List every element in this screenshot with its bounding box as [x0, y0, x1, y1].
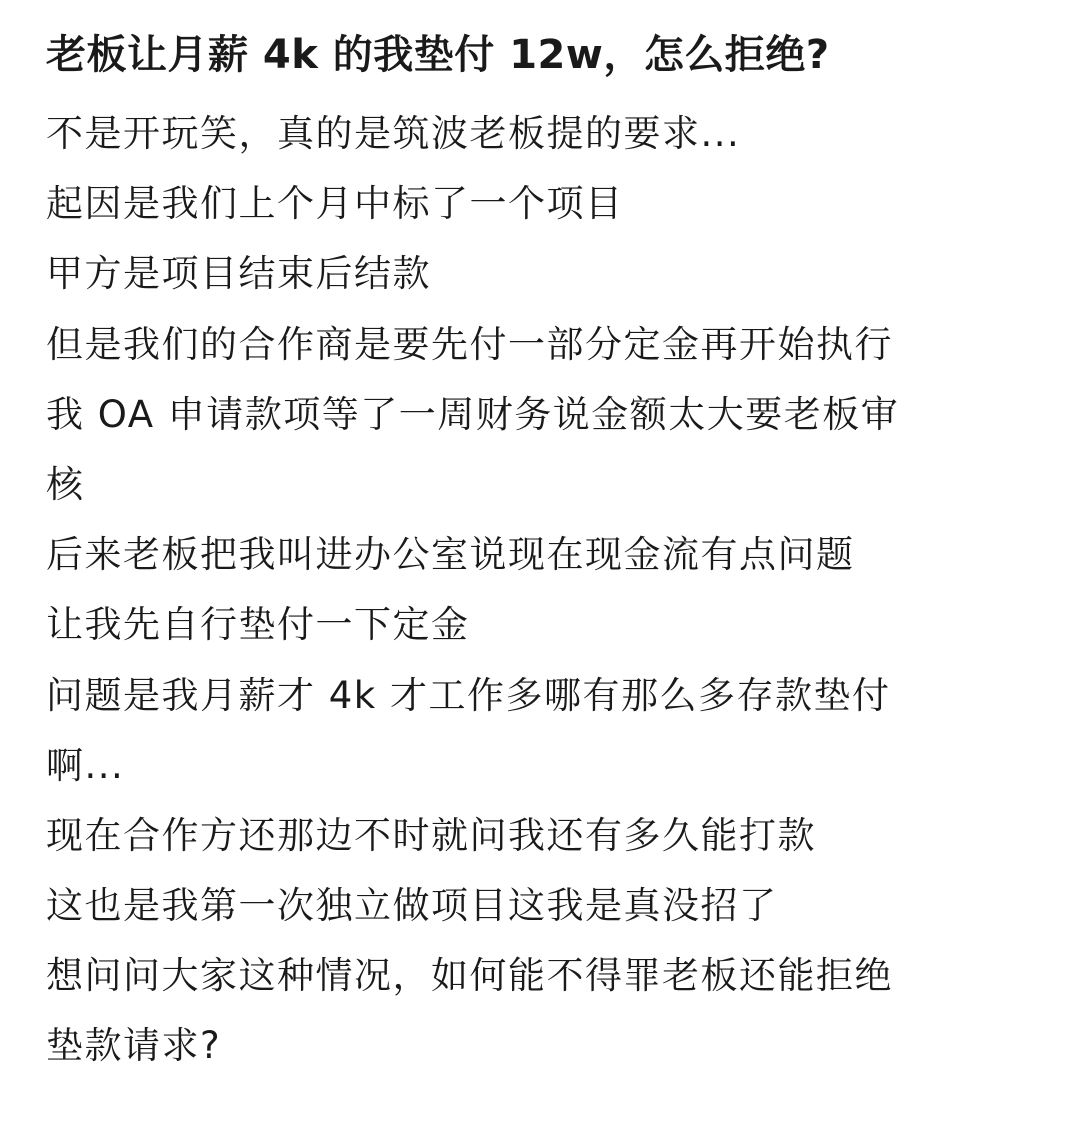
- post-line: 问题是我月薪才 4k 才工作多哪有那么多存款垫付: [46, 673, 891, 717]
- post-body: [46, 108, 1040, 1071]
- post-line: 现在合作方还那边不时就问我还有多久能打款: [46, 813, 816, 857]
- post-line: 起因是我们上个月中标了一个项目: [46, 182, 624, 226]
- post-line: 我 OA 申请款项等了一周财务说金额太大要老板审: [46, 392, 900, 436]
- post-line: 这也是我第一次独立做项目这我是真没招了: [46, 884, 778, 928]
- post-line: 但是我们的合作商是要先付一部分定金再开始执行: [46, 322, 893, 366]
- post-line: 甲方是项目结束后结款: [46, 252, 431, 296]
- post-title: 老板让月薪 4k 的我垫付 12w，怎么拒绝?: [46, 32, 830, 78]
- post-line: 让我先自行垫付一下定金: [46, 603, 470, 647]
- post-line: 后来老板把我叫进办公室说现在现金流有点问题: [46, 533, 855, 577]
- post-line: 啊...: [46, 743, 125, 787]
- post-line: 想问问大家这种情况，如何能不得罪老板还能拒绝: [46, 954, 893, 998]
- post-line: 不是开玩笑，真的是筑波老板提的要求...: [46, 112, 741, 155]
- post-line: 核: [46, 462, 85, 506]
- post-line: 垫款请求?: [46, 1024, 222, 1068]
